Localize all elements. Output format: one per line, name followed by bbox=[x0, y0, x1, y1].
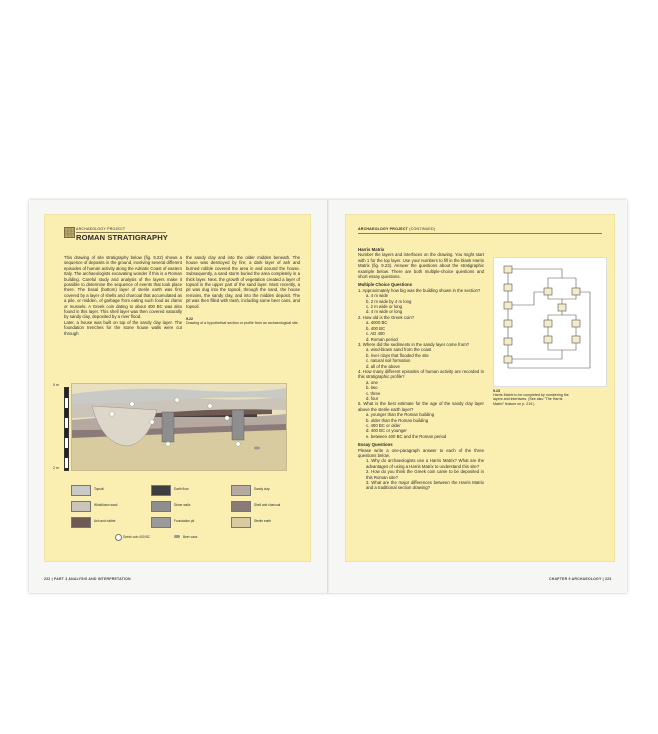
legend-label: Sandy clay bbox=[254, 487, 270, 491]
right-footer: CHAPTER 9 ARCHAEOLOGY | 223 bbox=[549, 577, 612, 581]
page-gutter bbox=[327, 200, 329, 593]
legend-label: Foundation pit bbox=[174, 519, 195, 523]
legend-swatch-sterile-earth bbox=[231, 517, 251, 528]
option: d. 400 BC or younger bbox=[366, 428, 407, 434]
question-2: 2. How old is the Greek coin? a. 4000 BC b. 400 BC c. AD 400 d. Roman period bbox=[358, 315, 484, 342]
option: b. 400 BC bbox=[366, 325, 386, 331]
harris-heading: Harris Matrix bbox=[358, 247, 385, 252]
header-rule bbox=[358, 233, 602, 234]
legend-swatch-stone-walls bbox=[151, 501, 171, 512]
legend-swatch-windblown-sand bbox=[71, 501, 91, 512]
option: c. 2 m wide or long bbox=[366, 304, 403, 310]
figure-number: 9.22 bbox=[186, 317, 193, 321]
coin-legend-icon bbox=[115, 534, 122, 541]
page-title: ROMAN STRATIGRAPHY bbox=[76, 233, 168, 242]
right-project-panel bbox=[345, 214, 615, 562]
option: b. two bbox=[366, 385, 378, 391]
question-5: 5. What is the best estimate for the age of the sandy clay layer above the sterile earth layer? a. younger than the Roman building b. older than the Roman building c. 400 BC or older d. 400 BC or younger e. between 400 BC and the Roman period bbox=[358, 401, 484, 439]
option: d. Roman period bbox=[366, 336, 398, 342]
question-4: 4. How many different episodes of human activity are recorded in this stratigraphic profile? a. one b. two c. three d. four bbox=[358, 368, 484, 401]
option: c. natural soil formation bbox=[366, 358, 411, 364]
scale-bottom-label: 2 m bbox=[53, 466, 59, 470]
option: d. four bbox=[366, 395, 379, 401]
option: a. one bbox=[366, 379, 378, 385]
essay-question: 2. How do you think the Greek coin came to be deposited in this Roman site? bbox=[366, 469, 484, 480]
legend-label: Ash and rubble bbox=[94, 519, 116, 523]
legend-label: Sterile earth bbox=[254, 519, 272, 523]
harris-matrix-diagram bbox=[493, 257, 607, 387]
harris-figure-number: 9.23 bbox=[493, 389, 500, 393]
legend-label: Stone walls bbox=[174, 503, 191, 507]
legend-swatch-shell-charcoal bbox=[231, 501, 251, 512]
mcq-heading: Multiple Choice Questions bbox=[358, 282, 412, 288]
option: b. river clays that flooded the site bbox=[366, 352, 429, 358]
legend-swatch-ash-rubble bbox=[71, 517, 91, 528]
scale-top-label: 0 m bbox=[53, 383, 59, 387]
option: d. 4 m wide or long bbox=[366, 309, 403, 315]
left-footer: 222 | PART 3 ANALYSIS AND INTERPRETATION bbox=[44, 577, 131, 581]
left-project-panel bbox=[44, 214, 311, 562]
essay-question: 3. What are the major differences between the Harris Matrix and a traditional section drawing? bbox=[366, 480, 484, 491]
header-continued: (CONTINUED) bbox=[409, 227, 436, 231]
harris-text: Number the layers and interfaces on the drawing. You might start with 1 for the top layer. Use your numbers to fill in the blank Harris Matrix (fig. 9.23). Answer the questions about the stratigraphic example below. There are both multiple-choice questions and short essay questions. bbox=[358, 252, 484, 280]
legend-label: Topsoil bbox=[94, 487, 104, 491]
header-label: ARCHAEOLOGY PROJECT (CONTINUED) bbox=[358, 227, 436, 231]
option: b. older than the Roman building bbox=[366, 417, 429, 423]
question-3: 3. Where did the sediments in the sandy layer come from? a. wind-blown sand from the coast b. river clays that flooded the site c. natural soil formation d. all of the above bbox=[358, 342, 484, 369]
option: b. 2 m wide by 4 m long bbox=[366, 298, 412, 304]
legend-swatch-sandy-clay bbox=[231, 485, 251, 496]
option: a. 4000 BC bbox=[366, 320, 388, 326]
can-legend-icon bbox=[174, 535, 180, 538]
option: c. AD 400 bbox=[366, 331, 385, 337]
option: d. all of the above bbox=[366, 363, 400, 369]
essay-question: 1. Why do archaeologists use a Harris Matrix? What are the advantages of using a Harris Matrix to understand this site? bbox=[366, 458, 484, 469]
book-spread bbox=[29, 200, 627, 593]
legend-label: Shell and charcoal bbox=[254, 503, 281, 507]
stratigraphy-section-drawing bbox=[71, 383, 287, 471]
legend-label: Earth floor bbox=[174, 487, 189, 491]
header-label: ARCHAEOLOGY PROJECT bbox=[76, 227, 126, 231]
option: a. 4 m wide bbox=[366, 293, 388, 299]
scale-bar bbox=[64, 387, 69, 471]
legend-label: Beer cans bbox=[183, 535, 198, 539]
legend-label: Greek coin 400 BC bbox=[123, 535, 150, 539]
option: c. 400 BC or older bbox=[366, 423, 401, 428]
essay-heading: Essay Questions bbox=[358, 442, 393, 448]
legend-swatch-earth-floor bbox=[151, 485, 171, 496]
body-column-2: the sandy clay and into the older midden beneath. The house was destroyed by fire; a dark layer of ash and burned rubble covered the area in and around the house. Subsequently, a sand storm buried the area completely in a thick layer. Next, the growth of vegetation created a layer of topsoil in the upper part of the sand layer. Most recently, a pit was dug into the topsoil, through the sand, the house remains, the sandy clay, and into the midden deposit. The pit was then filled with trash, including some beer cans, and topsoil. bbox=[186, 255, 300, 309]
essay-intro: Please write a one-paragraph answer to each of the three questions below. bbox=[358, 447, 484, 459]
option: a. younger than the Roman building bbox=[366, 412, 435, 418]
legend-swatch-topsoil bbox=[71, 485, 91, 496]
option: c. three bbox=[366, 390, 381, 396]
harris-figure-caption: Harris Matrix to be completed by numbering the layers and interfaces. (See also "The Harris Matrix" feature on p. 219.) bbox=[493, 393, 569, 406]
questions-column bbox=[358, 247, 484, 491]
legend-swatch-foundation-pit bbox=[151, 517, 171, 528]
body-column-1: This drawing of site stratigraphy below (fig. 9.22) shows a sequence of deposits in the ground, involving several different episodes of human activity along the Adriatic Coast of eastern Italy. The archaeologists excavating wonder if this is a Roman building. Careful study and analysis of the layers make it possible to determine the sequence of events that took place there. The basal (bottom) layer of sterile earth was first covered by a layer of shells and charcoal that accumulated as a pile, or midden, of garbage from eating such food as clams or mussels. A Greek coin dating to about 400 BC was also found in this layer. This shell layer was then covered naturally by sandy clay, deposited by a river flood. Later, a house was built on top of the sandy clay layer. The foundation trenches for the stone house walls were cut through bbox=[64, 255, 182, 336]
option: e. between 400 BC and the Roman period bbox=[366, 433, 447, 439]
question-1: 1. Approximately how big was the building shown in the section? a. 4 m wide b. 2 m wide by 4 m long c. 2 m wide or long d. 4 m wide or long bbox=[358, 288, 484, 315]
legend-label: Windblown sand bbox=[94, 503, 118, 507]
figure-caption: Drawing of a hypothetical section or profile from an archaeological site. bbox=[186, 321, 299, 325]
project-grid-icon bbox=[64, 227, 75, 238]
option: a. wind-blown sand from the coast bbox=[366, 347, 432, 353]
